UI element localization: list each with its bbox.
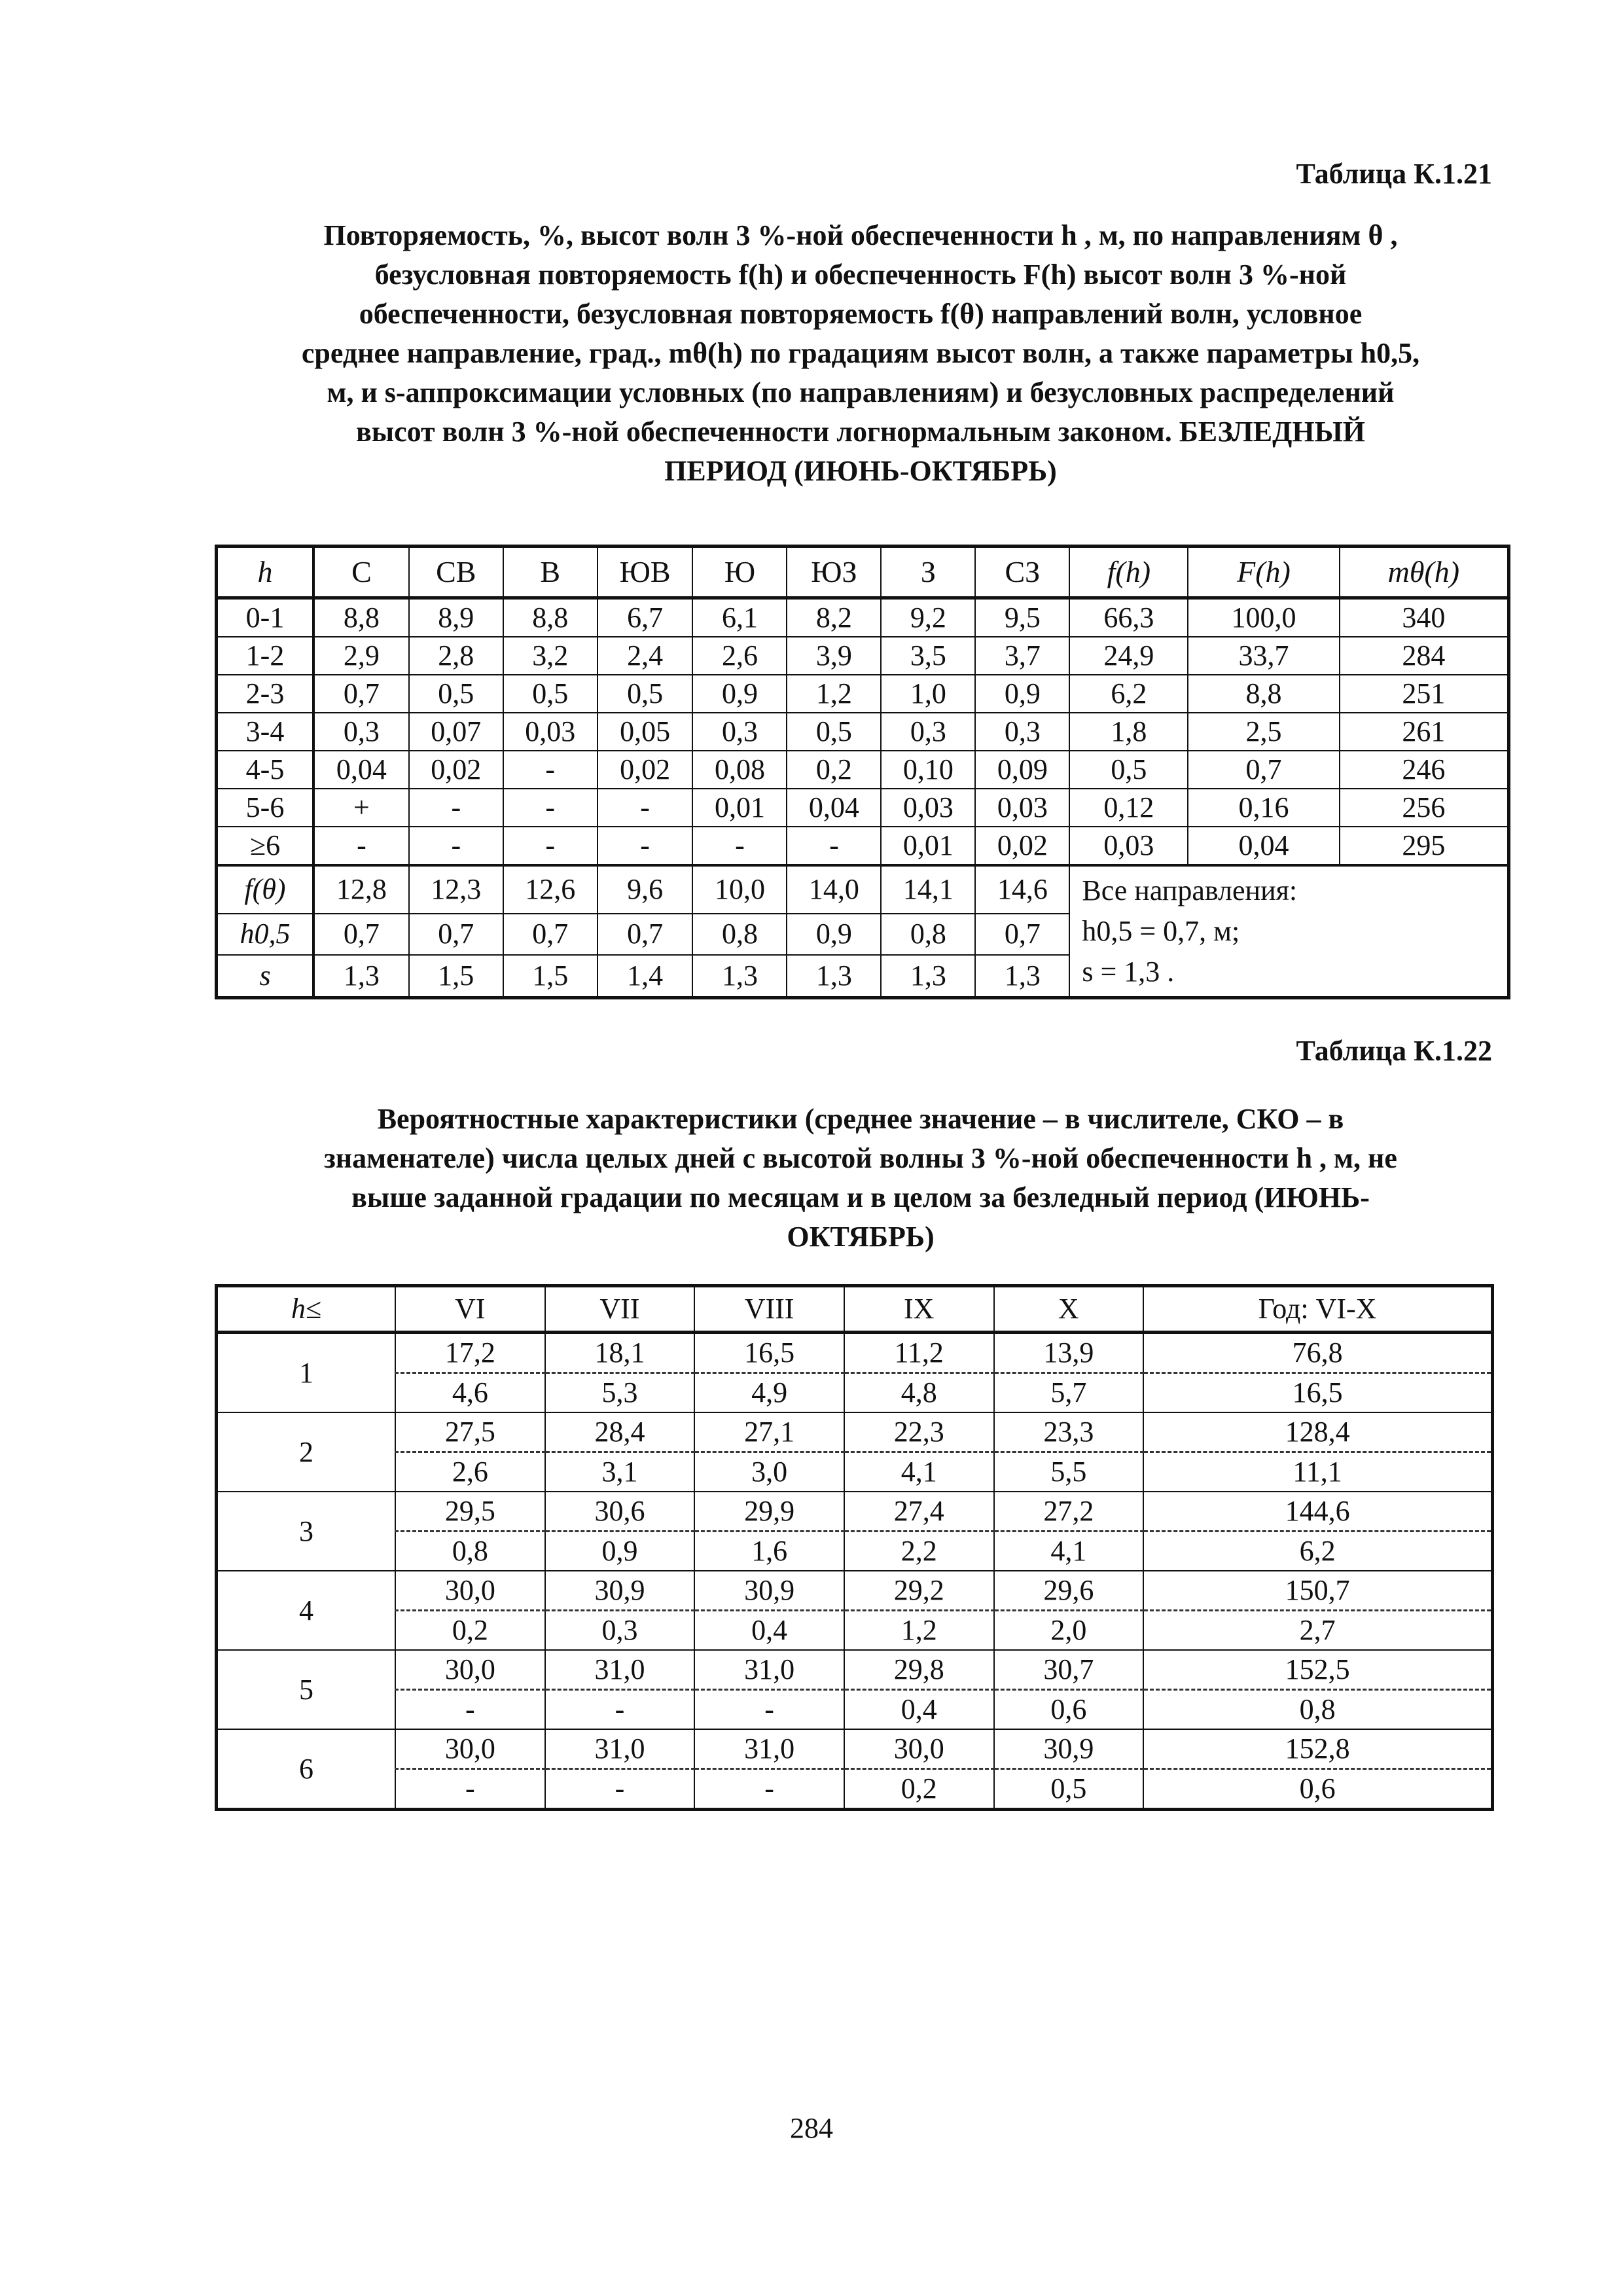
- table-cell: 0,5: [503, 675, 597, 713]
- sd-row: [217, 1532, 1493, 1571]
- table-cell: 295: [1340, 827, 1509, 865]
- table-cell: 8,8: [1188, 675, 1339, 713]
- mean-cell: 30,0: [395, 1729, 545, 1769]
- sd-cell: 4,1: [844, 1452, 994, 1492]
- mean-row: [217, 1492, 1493, 1532]
- mean-cell: 29,8: [844, 1650, 994, 1690]
- table-cell: 0,05: [597, 713, 693, 751]
- title-line: знаменателе) числа целых дней с высотой волны 3 %-ной обеспеченности h , м, не: [324, 1142, 1397, 1174]
- mean-cell: 30,7: [994, 1650, 1144, 1690]
- row-header: 2-3: [217, 675, 314, 713]
- table-cell: 284: [1340, 637, 1509, 675]
- sd-cell: 2,6: [395, 1452, 545, 1492]
- sd-cell: 0,2: [844, 1769, 994, 1810]
- table-cell: 3,9: [787, 637, 881, 675]
- table-cell: 1,3: [881, 955, 975, 997]
- sd-row: [217, 1373, 1493, 1413]
- sd-cell: 3,0: [694, 1452, 844, 1492]
- table-cell: 0,04: [313, 751, 409, 789]
- all-directions-note: [1069, 865, 1508, 998]
- table-cell: 0,03: [881, 789, 975, 827]
- column-header: h≤: [217, 1286, 396, 1333]
- mean-cell: 30,0: [395, 1571, 545, 1611]
- column-header: VII: [545, 1286, 695, 1333]
- row-header: 1: [217, 1333, 396, 1413]
- column-header: С: [313, 547, 409, 598]
- table-cell: 0,7: [503, 914, 597, 956]
- mean-cell: 30,6: [545, 1492, 695, 1532]
- mean-row: [217, 1729, 1493, 1769]
- table-cell: 12,3: [409, 865, 503, 914]
- sd-cell: 1,6: [694, 1532, 844, 1571]
- title-line: высот волн 3 %-ной обеспеченности логнормальным законом. БЕЗЛЕДНЫЙ: [355, 416, 1366, 448]
- table-cell: 256: [1340, 789, 1509, 827]
- table-cell: 6,1: [692, 598, 787, 637]
- row-header: f(θ): [217, 865, 314, 914]
- mean-cell: 30,0: [844, 1729, 994, 1769]
- row-header: 5-6: [217, 789, 314, 827]
- mean-cell: 27,2: [994, 1492, 1144, 1532]
- column-header: Год: VI-X: [1143, 1286, 1492, 1333]
- table-cell: 0,9: [692, 675, 787, 713]
- row-header: ≥6: [217, 827, 314, 865]
- table-cell: 10,0: [692, 865, 787, 914]
- mean-cell: 128,4: [1143, 1412, 1492, 1452]
- table-cell: 1,4: [597, 955, 693, 997]
- table-cell: 0,03: [503, 713, 597, 751]
- table-cell: 8,9: [409, 598, 503, 637]
- mean-cell: 152,5: [1143, 1650, 1492, 1690]
- column-header: X: [994, 1286, 1144, 1333]
- table-cell: 3,7: [975, 637, 1069, 675]
- mean-cell: 29,2: [844, 1571, 994, 1611]
- table-cell: 2,5: [1188, 713, 1339, 751]
- table-cell: 8,8: [503, 598, 597, 637]
- note-line: h0,5 = 0,7, м;: [1082, 915, 1240, 947]
- mean-cell: 13,9: [994, 1333, 1144, 1373]
- table-cell: 14,6: [975, 865, 1069, 914]
- table-cell: 0,8: [881, 914, 975, 956]
- table-cell: 100,0: [1188, 598, 1339, 637]
- sd-cell: 0,5: [994, 1769, 1144, 1810]
- row-header: 3-4: [217, 713, 314, 751]
- mean-cell: 152,8: [1143, 1729, 1492, 1769]
- sd-cell: 4,9: [694, 1373, 844, 1413]
- table-cell: -: [409, 827, 503, 865]
- sd-cell: -: [545, 1690, 695, 1730]
- table-cell: 246: [1340, 751, 1509, 789]
- sd-cell: 4,6: [395, 1373, 545, 1413]
- column-header: СВ: [409, 547, 503, 598]
- mean-row: [217, 1571, 1493, 1611]
- table-cell: 0,7: [1188, 751, 1339, 789]
- table-cell: 1,5: [503, 955, 597, 997]
- sd-cell: 11,1: [1143, 1452, 1492, 1492]
- column-header: h: [217, 547, 314, 598]
- note-line: Все направления:: [1082, 874, 1298, 906]
- mean-cell: 11,2: [844, 1333, 994, 1373]
- table-cell: -: [313, 827, 409, 865]
- table-cell: 2,6: [692, 637, 787, 675]
- table-cell: 0,7: [975, 914, 1069, 956]
- table-cell: 261: [1340, 713, 1509, 751]
- title-line: среднее направление, град., mθ(h) по градациям высот волн, а также параметры h0,5,: [301, 337, 1420, 369]
- table-cell: 0,8: [692, 914, 787, 956]
- mean-cell: 30,9: [694, 1571, 844, 1611]
- note-line: s = 1,3 .: [1082, 956, 1175, 988]
- sd-cell: 5,5: [994, 1452, 1144, 1492]
- mean-cell: 76,8: [1143, 1333, 1492, 1373]
- title-line: м, и s-аппроксимации условных (по направлениям) и безусловных распределений: [327, 376, 1395, 408]
- table-cell: 6,2: [1069, 675, 1188, 713]
- column-header: VI: [395, 1286, 545, 1333]
- table-cell: 0,9: [975, 675, 1069, 713]
- table-cell: 0,3: [313, 713, 409, 751]
- table-cell: 9,5: [975, 598, 1069, 637]
- sd-cell: -: [395, 1690, 545, 1730]
- row-header: s: [217, 955, 314, 997]
- sd-row: [217, 1611, 1493, 1651]
- row-header: 2: [217, 1412, 396, 1492]
- table-cell: 6,7: [597, 598, 693, 637]
- mean-cell: 144,6: [1143, 1492, 1492, 1532]
- column-header: IX: [844, 1286, 994, 1333]
- table-row: [217, 637, 1509, 675]
- sd-cell: 1,2: [844, 1611, 994, 1651]
- mean-cell: 27,4: [844, 1492, 994, 1532]
- sd-cell: -: [694, 1769, 844, 1810]
- sd-cell: 0,4: [844, 1690, 994, 1730]
- sd-cell: 4,1: [994, 1532, 1144, 1571]
- table-cell: 0,7: [313, 675, 409, 713]
- table-cell: 33,7: [1188, 637, 1339, 675]
- table-cell: -: [409, 789, 503, 827]
- table-cell: 12,6: [503, 865, 597, 914]
- table-title: [216, 216, 1505, 491]
- row-header: 6: [217, 1729, 396, 1810]
- table-cell: 3,2: [503, 637, 597, 675]
- table-cell: 0,5: [1069, 751, 1188, 789]
- table-cell: -: [692, 827, 787, 865]
- table-cell: -: [503, 751, 597, 789]
- sd-cell: 0,2: [395, 1611, 545, 1651]
- table-cell: 0,04: [1188, 827, 1339, 865]
- table-cell: 0,7: [597, 914, 693, 956]
- table-row: [217, 675, 1509, 713]
- column-header: mθ(h): [1340, 547, 1509, 598]
- mean-row: [217, 1333, 1493, 1373]
- table-cell: 8,8: [313, 598, 409, 637]
- table-label: Таблица К.1.22: [1296, 1035, 1492, 1067]
- sd-row: [217, 1769, 1493, 1810]
- sd-cell: 0,3: [545, 1611, 695, 1651]
- mean-cell: 18,1: [545, 1333, 695, 1373]
- sd-cell: 2,0: [994, 1611, 1144, 1651]
- sd-cell: 2,7: [1143, 1611, 1492, 1651]
- sd-cell: -: [395, 1769, 545, 1810]
- mean-cell: 30,9: [994, 1729, 1144, 1769]
- row-header: 5: [217, 1650, 396, 1729]
- mean-cell: 30,9: [545, 1571, 695, 1611]
- table-cell: 0,09: [975, 751, 1069, 789]
- table-cell: 1,0: [881, 675, 975, 713]
- sd-cell: 5,3: [545, 1373, 695, 1413]
- mean-row: [217, 1412, 1493, 1452]
- table-cell: 2,9: [313, 637, 409, 675]
- table-row: [217, 789, 1509, 827]
- table-cell: 1,8: [1069, 713, 1188, 751]
- table-cell: 1,5: [409, 955, 503, 997]
- sd-cell: 3,1: [545, 1452, 695, 1492]
- table-cell: 2,8: [409, 637, 503, 675]
- title-line: обеспеченности, безусловная повторяемость f(θ) направлений волн, условное: [359, 298, 1363, 330]
- title-line: Вероятностные характеристики (среднее значение – в числителе, СКО – в: [377, 1103, 1344, 1135]
- table-cell: 14,0: [787, 865, 881, 914]
- mean-cell: 31,0: [694, 1650, 844, 1690]
- table-cell: 2,4: [597, 637, 693, 675]
- mean-cell: 31,0: [545, 1729, 695, 1769]
- mean-cell: 28,4: [545, 1412, 695, 1452]
- sd-cell: 4,8: [844, 1373, 994, 1413]
- mean-cell: 31,0: [694, 1729, 844, 1769]
- table-cell: -: [503, 789, 597, 827]
- sd-cell: 0,6: [994, 1690, 1144, 1730]
- sd-cell: 16,5: [1143, 1373, 1492, 1413]
- sd-row: [217, 1690, 1493, 1730]
- table-cell: 8,2: [787, 598, 881, 637]
- page-number: 284: [790, 2112, 833, 2144]
- table-cell: 0,5: [409, 675, 503, 713]
- sd-cell: -: [545, 1769, 695, 1810]
- table-cell: 0,5: [787, 713, 881, 751]
- mean-cell: 17,2: [395, 1333, 545, 1373]
- table-label: Таблица К.1.21: [1296, 158, 1492, 190]
- table-cell: 66,3: [1069, 598, 1188, 637]
- mean-row: [217, 1650, 1493, 1690]
- table-cell: 0,04: [787, 789, 881, 827]
- table-cell: 0,02: [975, 827, 1069, 865]
- table-cell: 0,01: [692, 789, 787, 827]
- table-cell: 0,7: [313, 914, 409, 956]
- table-cell: 1,3: [787, 955, 881, 997]
- mean-cell: 16,5: [694, 1333, 844, 1373]
- table-row: [217, 751, 1509, 789]
- table-cell: 1,2: [787, 675, 881, 713]
- column-header: f(h): [1069, 547, 1188, 598]
- table-cell: 340: [1340, 598, 1509, 637]
- table-cell: 0,5: [597, 675, 693, 713]
- mean-cell: 22,3: [844, 1412, 994, 1452]
- table-cell: -: [597, 789, 693, 827]
- table-cell: 0,2: [787, 751, 881, 789]
- mean-cell: 23,3: [994, 1412, 1144, 1452]
- sd-cell: -: [694, 1690, 844, 1730]
- column-header: Ю: [692, 547, 787, 598]
- table-cell: 3,5: [881, 637, 975, 675]
- table-cell: 0,9: [787, 914, 881, 956]
- mean-cell: 29,5: [395, 1492, 545, 1532]
- table-cell: 0,08: [692, 751, 787, 789]
- table-cell: 0,01: [881, 827, 975, 865]
- row-header: 4: [217, 1571, 396, 1650]
- column-header: ЮВ: [597, 547, 693, 598]
- table-cell: 0,03: [1069, 827, 1188, 865]
- table-cell: 0,16: [1188, 789, 1339, 827]
- mean-cell: 29,6: [994, 1571, 1144, 1611]
- table-cell: 0,10: [881, 751, 975, 789]
- days-statistics-table: [215, 1284, 1494, 1811]
- table-cell: 0,3: [881, 713, 975, 751]
- table-cell: -: [787, 827, 881, 865]
- header-row: [217, 1286, 1493, 1333]
- table-cell: +: [313, 789, 409, 827]
- table-row: [217, 827, 1509, 865]
- sd-row: [217, 1452, 1493, 1492]
- table-cell: 1,3: [975, 955, 1069, 997]
- wave-frequency-table: [215, 545, 1510, 999]
- table-cell: 0,03: [975, 789, 1069, 827]
- table-row: [217, 865, 1509, 914]
- title-line: безусловная повторяемость f(h) и обеспеченность F(h) высот волн 3 %-ной: [374, 259, 1347, 291]
- table-cell: 0,07: [409, 713, 503, 751]
- title-line: ПЕРИОД (ИЮНЬ-ОКТЯБРЬ): [664, 455, 1057, 487]
- title-line: выше заданной градации по месяцам и в целом за безледный период (ИЮНЬ-: [351, 1181, 1370, 1213]
- column-header: F(h): [1188, 547, 1339, 598]
- table-cell: 9,6: [597, 865, 693, 914]
- sd-cell: 0,8: [395, 1532, 545, 1571]
- table-cell: 0,02: [409, 751, 503, 789]
- table-cell: 1,3: [313, 955, 409, 997]
- sd-cell: 6,2: [1143, 1532, 1492, 1571]
- column-header: ЮЗ: [787, 547, 881, 598]
- mean-cell: 27,5: [395, 1412, 545, 1452]
- title-line: ОКТЯБРЬ): [787, 1221, 935, 1253]
- table-cell: 14,1: [881, 865, 975, 914]
- table-row: [217, 713, 1509, 751]
- table-cell: 9,2: [881, 598, 975, 637]
- table-cell: -: [503, 827, 597, 865]
- sd-cell: 2,2: [844, 1532, 994, 1571]
- table-cell: 0,12: [1069, 789, 1188, 827]
- header-row: [217, 547, 1509, 598]
- row-header: 0-1: [217, 598, 314, 637]
- sd-cell: 0,6: [1143, 1769, 1492, 1810]
- table-cell: 0,3: [975, 713, 1069, 751]
- table-cell: 0,3: [692, 713, 787, 751]
- mean-cell: 150,7: [1143, 1571, 1492, 1611]
- mean-cell: 31,0: [545, 1650, 695, 1690]
- table-cell: 1,3: [692, 955, 787, 997]
- mean-cell: 29,9: [694, 1492, 844, 1532]
- table-cell: -: [597, 827, 693, 865]
- sd-cell: 5,7: [994, 1373, 1144, 1413]
- sd-cell: 0,4: [694, 1611, 844, 1651]
- sd-cell: 0,8: [1143, 1690, 1492, 1730]
- table-cell: 12,8: [313, 865, 409, 914]
- column-header: VIII: [694, 1286, 844, 1333]
- sd-cell: 0,9: [545, 1532, 695, 1571]
- title-line: Повторяемость, %, высот волн 3 %-ной обеспеченности h , м, по направлениям θ ,: [323, 219, 1398, 251]
- table-cell: 0,7: [409, 914, 503, 956]
- table-cell: 0,02: [597, 751, 693, 789]
- column-header: В: [503, 547, 597, 598]
- column-header: СЗ: [975, 547, 1069, 598]
- mean-cell: 27,1: [694, 1412, 844, 1452]
- table-row: [217, 598, 1509, 637]
- table-cell: 251: [1340, 675, 1509, 713]
- row-header: 4-5: [217, 751, 314, 789]
- row-header: h0,5: [217, 914, 314, 956]
- row-header: 3: [217, 1492, 396, 1571]
- table-title: [216, 1100, 1505, 1257]
- row-header: 1-2: [217, 637, 314, 675]
- table-cell: 24,9: [1069, 637, 1188, 675]
- mean-cell: 30,0: [395, 1650, 545, 1690]
- column-header: З: [881, 547, 975, 598]
